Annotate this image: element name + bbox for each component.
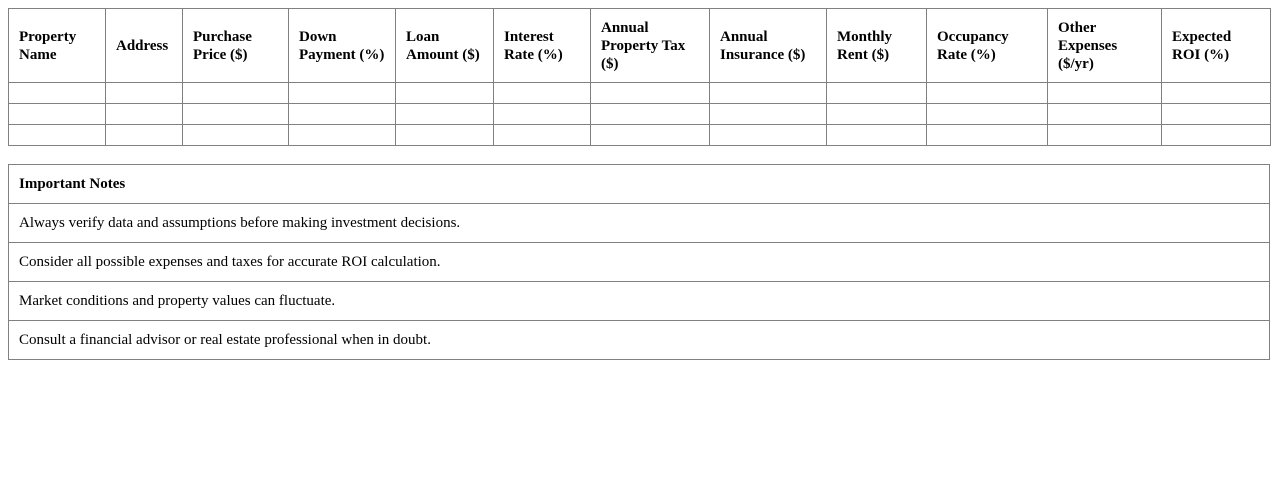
table-cell[interactable] (1162, 104, 1271, 125)
header-annual-insurance: Annual Insurance ($) (710, 9, 827, 83)
note-text: Consider all possible expenses and taxes for accurate ROI calculation. (9, 243, 1270, 282)
table-cell[interactable] (710, 104, 827, 125)
table-cell[interactable] (106, 125, 183, 146)
table-cell[interactable] (710, 83, 827, 104)
table-header-row (9, 9, 1271, 83)
table-cell[interactable] (183, 125, 289, 146)
list-item (9, 321, 1270, 360)
table-cell[interactable] (494, 83, 591, 104)
header-occupancy-rate: Occupancy Rate (%) (927, 9, 1048, 83)
table-cell[interactable] (827, 104, 927, 125)
note-text: Always verify data and assumptions before making investment decisions. (9, 204, 1270, 243)
table-cell[interactable] (591, 125, 710, 146)
table-cell[interactable] (9, 104, 106, 125)
header-purchase-price: Purchase Price ($) (183, 9, 289, 83)
header-other-expenses: Other Expenses ($/yr) (1048, 9, 1162, 83)
table-cell[interactable] (494, 125, 591, 146)
table-cell[interactable] (396, 83, 494, 104)
header-interest-rate: Interest Rate (%) (494, 9, 591, 83)
note-text: Consult a financial advisor or real estate professional when in doubt. (9, 321, 1270, 360)
table-cell[interactable] (106, 83, 183, 104)
table-cell[interactable] (106, 104, 183, 125)
table-row (9, 104, 1271, 125)
table-cell[interactable] (927, 83, 1048, 104)
list-item (9, 204, 1270, 243)
table-cell[interactable] (396, 104, 494, 125)
table-cell[interactable] (289, 83, 396, 104)
table-cell[interactable] (183, 83, 289, 104)
table-cell[interactable] (183, 104, 289, 125)
table-row (9, 83, 1271, 104)
table-cell[interactable] (1162, 125, 1271, 146)
table-cell[interactable] (1162, 83, 1271, 104)
list-item (9, 282, 1270, 321)
notes-title-row (9, 165, 1270, 204)
table-cell[interactable] (9, 125, 106, 146)
table-cell[interactable] (710, 125, 827, 146)
header-address: Address (106, 9, 183, 83)
table-cell[interactable] (927, 104, 1048, 125)
table-cell[interactable] (591, 83, 710, 104)
header-monthly-rent: Monthly Rent ($) (827, 9, 927, 83)
header-expected-roi: Expected ROI (%) (1162, 9, 1271, 83)
property-roi-table (8, 8, 1271, 146)
table-cell[interactable] (289, 125, 396, 146)
important-notes-table (8, 164, 1270, 360)
notes-title: Important Notes (9, 165, 1270, 204)
table-cell[interactable] (1048, 104, 1162, 125)
header-loan-amount: Loan Amount ($) (396, 9, 494, 83)
table-cell[interactable] (927, 125, 1048, 146)
table-cell[interactable] (396, 125, 494, 146)
header-down-payment: Down Payment (%) (289, 9, 396, 83)
table-cell[interactable] (827, 125, 927, 146)
note-text: Market conditions and property values can fluctuate. (9, 282, 1270, 321)
table-cell[interactable] (494, 104, 591, 125)
table-cell[interactable] (1048, 125, 1162, 146)
header-property-name: Property Name (9, 9, 106, 83)
page-content (8, 8, 1270, 360)
table-cell[interactable] (1048, 83, 1162, 104)
header-annual-property-tax: Annual Property Tax ($) (591, 9, 710, 83)
table-cell[interactable] (591, 104, 710, 125)
table-cell[interactable] (9, 83, 106, 104)
table-row (9, 125, 1271, 146)
list-item (9, 243, 1270, 282)
table-cell[interactable] (289, 104, 396, 125)
table-cell[interactable] (827, 83, 927, 104)
